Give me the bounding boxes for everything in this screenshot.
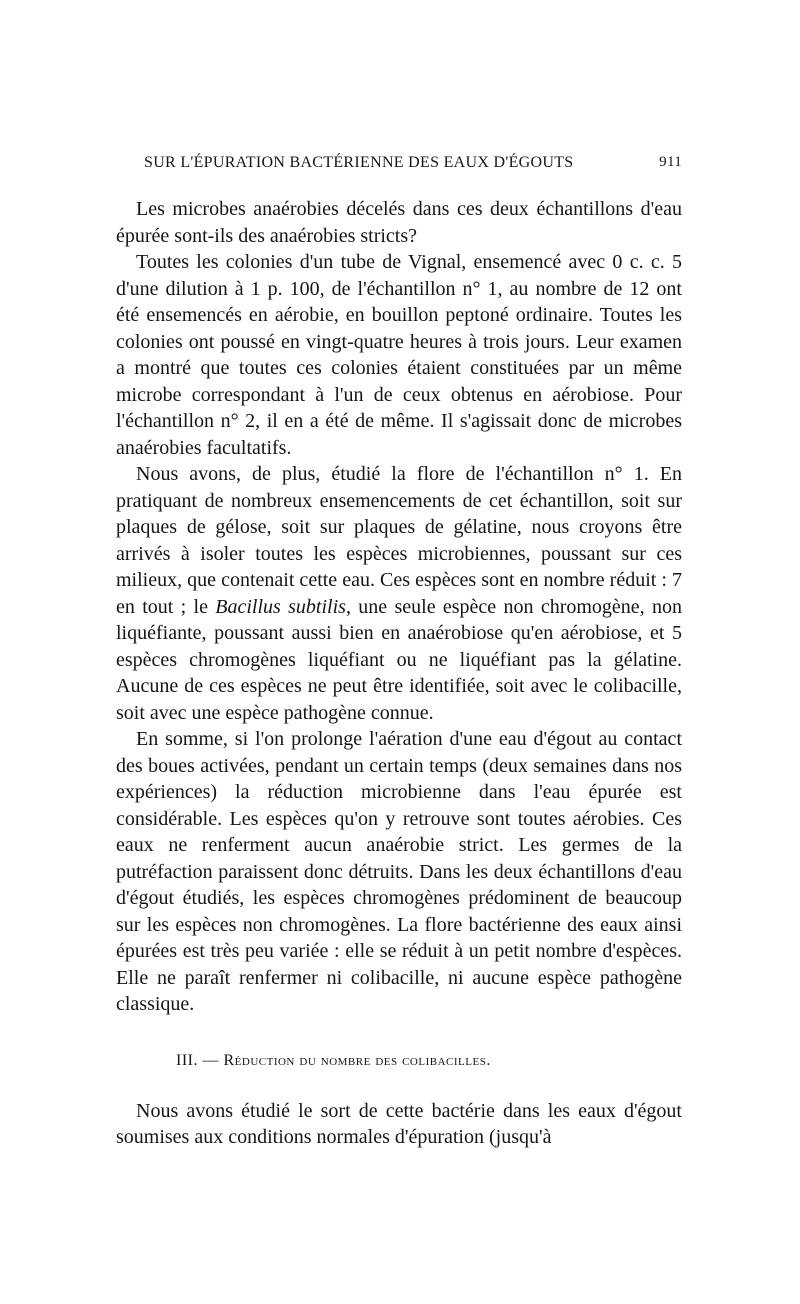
running-title: SUR L'ÉPURATION BACTÉRIENNE DES EAUX D'ÉGOUTS bbox=[144, 154, 574, 171]
paragraph-colibacilles: Nous avons étudié le sort de cette bactérie dans les eaux d'égout soumises aux conditions normales d'épuration (jusqu'à bbox=[116, 1099, 682, 1148]
running-head bbox=[116, 150, 682, 176]
paragraph-flora-study bbox=[116, 461, 682, 726]
section-numeral: III. — bbox=[176, 1051, 224, 1069]
paragraph-anaerobes-question: Les microbes anaérobies décelés dans ces deux échantillons d'eau épurée sont-ils des anaérobies stricts? bbox=[116, 198, 682, 247]
section-heading bbox=[116, 1052, 682, 1070]
species-name-italic: Bacillus subtilis bbox=[215, 595, 346, 618]
paragraph-flora-text-a: Nous avons, de plus, étudié la flore de l'échantillon n° 1. En pratiquant de nombreux ensemencements de cet échantillon, soit sur plaques de gélose, soit sur plaques de gélatine, nous croyons être arrivés à isoler toutes les espèces microbiennes, poussant sur ces milieux, que contenait cette eau. Ces espèces sont en nombre réduit : 7 en tout ; le bbox=[116, 463, 682, 618]
paragraph-flora-text-b: , une seule espèce non chromogène, non liquéfiante, poussant aussi bien en anaérobiose qu'en aérobiose, et 5 espèces chromogènes liquéfiant ou ne liquéfiant pas la gélatine. Aucune de ces espèces ne peut être identifiée, soit avec le colibacille, soit avec une espèce pathogène connue. bbox=[116, 595, 683, 724]
document-page bbox=[116, 150, 682, 1151]
paragraph-summary: En somme, si l'on prolonge l'aération d'une eau d'égout au contact des boues activées, pendant un certain temps (deux semaines dans nos expériences) la réduction microbienne dans l'eau épurée est considérable. Les espèces qu'on y retrouve sont toutes aérobies. Ces eaux ne renferment aucun anaérobie strict. Les germes de la putréfaction paraissent donc détruits. Dans les deux échantillons d'eau d'égout étudiés, les espèces chromogènes prédominent de beaucoup sur les espèces non chromogènes. La flore bactérienne des eaux ainsi épurées est très peu variée : elle se réduit à un petit nombre d'espèces. Elle ne paraît renfermer ni colibacille, ni aucune espèce pathogène classique. bbox=[116, 728, 682, 1015]
section-title: Réduction du nombre des colibacilles. bbox=[223, 1051, 491, 1069]
page-number: 911 bbox=[659, 154, 682, 170]
paragraph-vignal-tube: Toutes les colonies d'un tube de Vignal, ensemencé avec 0 c. c. 5 d'une dilution à 1 p. 100, de l'échantillon n° 1, au nombre de 12 ont été ensemencés en aérobie, en bouillon peptoné ordinaire. Toutes les colonies ont poussé en vingt-quatre heures à trois jours. Leur examen a montré que toutes ces colonies étaient constituées par un même microbe correspondant à l'un de ceux obtenus en aérobiose. Pour l'échantillon n° 2, il en a été de même. Il s'agissait donc de microbes anaérobies facultatifs. bbox=[116, 251, 682, 459]
